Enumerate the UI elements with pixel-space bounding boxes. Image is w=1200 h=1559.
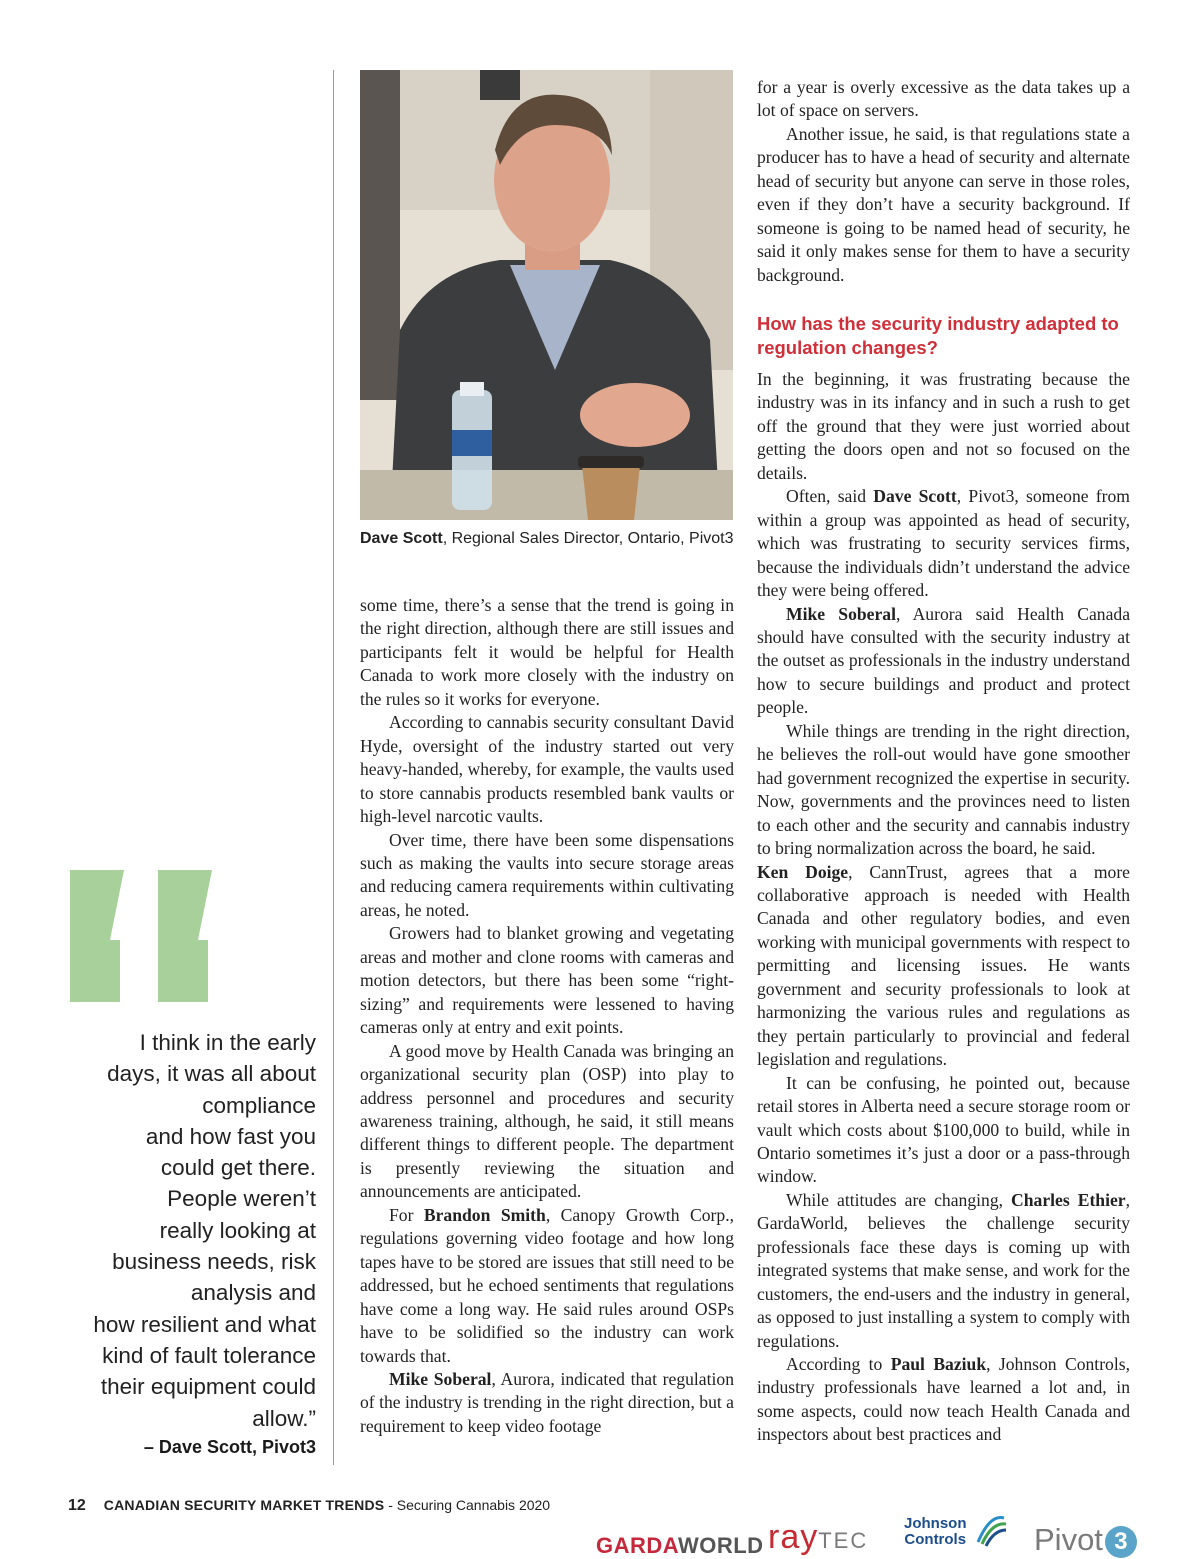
page-footer	[68, 1497, 550, 1515]
logo-text: ray	[768, 1518, 819, 1556]
pull-quote-line: how resilient and what	[93, 1311, 316, 1337]
paragraph: Another issue, he said, is that regulations state a producer has to have a head of security and alternate head of security but anyone can serve in those roles, even if they don’t have a security background. If someone is going to be named head of security, he said it only makes sense for them to have a security background.	[757, 123, 1130, 285]
logo-text: WORLD	[677, 1533, 764, 1558]
pull-quote-line: business needs, risk	[112, 1249, 316, 1275]
paragraph: While things are trending in the right direction, he believes the roll-out would have gone smoother had government recognized the expertise in security. Now, governments and the provinces need to listen to each other and the security and cannabis industry to bring normalization across the board, he said.	[757, 720, 1130, 859]
paragraph: for a year is overly excessive as the data takes up a lot of space on servers.	[757, 77, 1130, 121]
person-name: Paul Baziuk	[890, 1354, 987, 1375]
logo-text: TEC	[818, 1528, 869, 1553]
person-name: Dave Scott	[873, 486, 957, 507]
paragraph	[757, 603, 1130, 720]
column-divider	[333, 70, 334, 1465]
text-span: While attitudes are changing,	[786, 1189, 1012, 1210]
person-name: Mike Soberal	[786, 603, 896, 624]
paragraph	[757, 1353, 1130, 1447]
pull-quote-line: and how fast you	[145, 1123, 316, 1149]
text-span: According to	[786, 1354, 891, 1375]
person-name: Mike Soberal	[389, 1368, 492, 1389]
speaker-photo	[360, 70, 733, 520]
article-column-right	[757, 368, 1130, 1447]
pull-quote-line: kind of fault tolerance	[102, 1342, 316, 1368]
paragraph: A good move by Health Canada was bringing an organizational security plan (OSP) into play to address personnel and procedures and security awareness training, although, he said, it still means different things to different people. The department is presently reviewing the situation and announcements are anticipated.	[360, 1040, 734, 1202]
person-name: Charles Ethier	[1011, 1189, 1126, 1210]
paragraph: It can be confusing, he pointed out, because retail stores in Alberta need a secure storage room or vault which costs about $100,000 to build, while in Ontario sometimes it’s just a door or a pass-through window.	[757, 1072, 1130, 1187]
logo-text: Controls	[904, 1531, 967, 1548]
text-span: , Pivot3, someone from within a group was appointed as head of security, which was frustrating to security services firms, because the individuals didn’t understand the advice they were being offered.	[757, 486, 1130, 601]
pull-quote-line: allow.”	[252, 1405, 316, 1431]
paragraph: Growers had to blanket growing and vegetating areas and mother and clone rooms with cameras and motion detectors, but there has been some “right-sizing” and requirements were lessened to having cameras only at entry and exit points.	[360, 923, 734, 1038]
gardaworld-logo	[596, 1533, 764, 1559]
pull-quote-line: days, it was all about	[107, 1061, 316, 1087]
pull-quote	[40, 1027, 316, 1434]
text-span: , GardaWorld, believes the challenge security professionals face these days is coming up with integrated systems that make sense, and work for the customers, the end-users and the industry in general, as opposed to just installing a system to comply with regulations.	[757, 1189, 1130, 1351]
text-span: Often, said	[786, 486, 874, 507]
photo-caption	[360, 528, 740, 550]
johnson-controls-logo	[904, 1516, 967, 1548]
section-heading: How has the security industry adapted to regulation changes?	[757, 313, 1119, 358]
logo-text: Pivot	[1034, 1522, 1103, 1557]
text-span: , Aurora, indicated that regulation of the industry is trending in the right direction, but a requirement to keep video footage	[360, 1368, 734, 1436]
paragraph: In the beginning, it was frustrating because the industry was in its infancy and in such a rush to get off the ground that they were just worried about getting the doors open and not so focused on the details.	[757, 369, 1130, 483]
person-name: Ken Doige	[757, 861, 849, 882]
paragraph: According to cannabis security consultant David Hyde, oversight of the industry started out very heavy-handed, whereby, for example, the vaults used to store cannabis products resembled bank vaults or high-level narcotic vaults.	[360, 712, 734, 827]
paragraph	[360, 1368, 734, 1438]
paragraph: Over time, there have been some dispensations such as making the vaults into secure storage areas and reducing camera requirements within cultivating areas, he noted.	[360, 829, 734, 920]
text-span: , Johnson Controls, industry professionals have learned a lot and, in some aspects, could now teach Health Canada and inspectors about best practices and	[757, 1354, 1130, 1445]
logo-number: 3	[1105, 1526, 1137, 1558]
person-name: Brandon Smith	[423, 1204, 546, 1225]
text-span: , Aurora said Health Canada should have consulted with the security industry at the outset as professionals in the industry understand how to secure buildings and product and protect people.	[757, 603, 1131, 718]
johnson-controls-swirl-icon	[972, 1512, 1008, 1548]
paragraph	[757, 485, 1130, 602]
pull-quote-line: compliance	[202, 1092, 316, 1118]
logo-text: GARDA	[596, 1533, 678, 1558]
paragraph: some time, there’s a sense that the trend is going in the right direction, although there are still issues and participants felt it would be helpful for Health Canada to work more closely with the industry on the rules so it works for everyone.	[360, 595, 734, 709]
pull-quote-line: analysis and	[190, 1280, 316, 1306]
pull-quote-line: People weren’t	[167, 1186, 316, 1212]
paragraph	[757, 1189, 1130, 1353]
raytec-logo	[768, 1518, 868, 1557]
paragraph	[757, 861, 1130, 1072]
page-number: 12	[68, 1497, 86, 1514]
caption-text: , Regional Sales Director, Ontario, Pivot3	[442, 530, 734, 547]
text-span: For	[389, 1204, 424, 1225]
paragraph	[360, 1204, 734, 1368]
pull-quote-line: could get there.	[160, 1155, 316, 1181]
pull-quote-attribution: – Dave Scott, Pivot3	[143, 1437, 316, 1457]
logo-text: Johnson	[904, 1515, 967, 1532]
quote-mark-icon	[62, 870, 222, 1015]
pull-quote-line: really looking at	[159, 1217, 316, 1243]
magazine-title: CANADIAN SECURITY MARKET TRENDS	[103, 1497, 385, 1513]
issue-title: - Securing Cannabis 2020	[384, 1497, 551, 1513]
article-column-middle	[360, 594, 734, 1438]
pull-quote-line: their equipment could	[100, 1374, 316, 1400]
text-span: , CannTrust, agrees that a more collaborative approach is needed with Health Canada and other regulatory bodies, and even working with municipal governments with respect to permitting and licensing issues. He wants government and security professionals to look at harmonizing the various rules and regulations as they pertain particularly to provincial and federal legislation and regulations.	[757, 861, 1130, 1070]
article-column-right-top	[757, 76, 1130, 287]
caption-name: Dave Scott	[360, 530, 443, 547]
text-span: , Canopy Growth Corp., regulations governing video footage and how long tapes have to be stored are issues that still need to be addressed, but he echoed sentiments that regulations have come a long way. He said rules around OSPs have to be solidified so the industry can work towards that.	[360, 1204, 735, 1366]
pull-quote-line: I think in the early	[139, 1030, 316, 1055]
